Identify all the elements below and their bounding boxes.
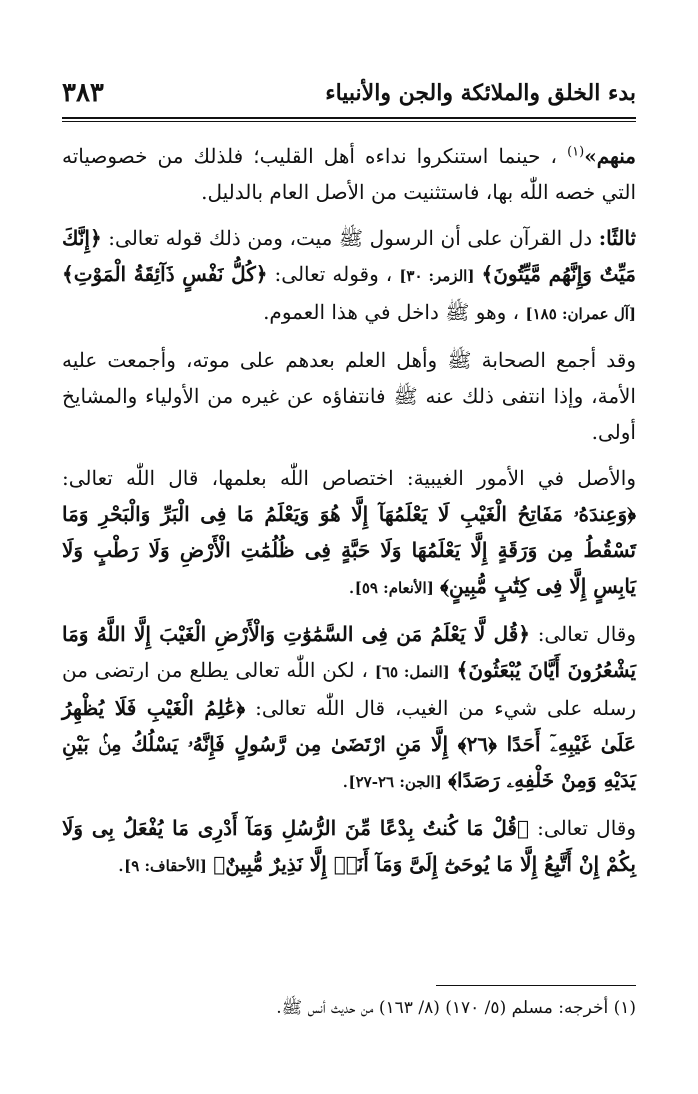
paragraph-text: ، لكن اللّٰه تعالى يطلع من ارتضى من رسله على شيء من الغيب، قال اللّٰه تعالى: [62, 658, 636, 720]
verse-reference: [آل عمران: ١٨٥] [525, 305, 636, 323]
paragraph-lead: منهم» [584, 144, 636, 168]
quran-quote: ﴿قُلْ مَا كُنتُ بِدْعًا مِّنَ الرُّسُلِ وَمَآ أَدْرِى مَا يُفْعَلُ بِى وَلَا بِكُمْ إِنْ أَتَّبِعُ إِلَّا مَا يُوحَىٰٓ إِلَىَّ وَمَآ أَنَا۠ إِلَّا نَذِيرٌ مُّبِينٌ﴾ [62, 816, 636, 876]
chapter-title: بدء الخلق والملائكة والجن والأنبياء [325, 80, 636, 106]
paragraph-text: دل القرآن على أن الرسول ﷺ ميت، ومن ذلك قوله تعالى: [108, 226, 593, 250]
paragraph-text: وقال تعالى: [537, 622, 637, 646]
paragraph-text: . [342, 768, 349, 792]
paragraph-text: والأصل في الأمور الغيبية: اختصاص اللّٰه بعلمها، قال اللّٰه تعالى: [62, 466, 636, 490]
footnote: (١) أخرجه: مسلم (٥/ ١٧٠) (٨/ ١٦٣) من حديث أنس ﷺ. [276, 998, 636, 1018]
paragraph-text: . [348, 574, 355, 598]
paragraph-text: ، حينما استنكروا نداءه أهل القليب؛ فلذلك من خصوصياته التي خصه اللّٰه بها، فاستثنيت من الأصل العام بالدليل. [62, 144, 636, 204]
paragraph-text: ، وهو ﷺ داخل في هذا العموم. [263, 300, 520, 324]
footnote-marker[interactable]: (١) [567, 144, 585, 160]
paragraph-2 [62, 220, 636, 332]
verse-reference: [الزمر: ٣٠] [399, 267, 475, 285]
page-number: ٣٨٣ [62, 78, 104, 108]
verse-reference: [الأحقاف: ٩] [124, 857, 207, 875]
paragraph-text: وقد أجمع الصحابة ﷺ وأهل العلم بعدهم على موته، وأجمعت عليه الأمة، وإذا انتفى ذلك عنه ﷺ فانتفاؤه عن غيره من الأولياء والمشايخ أولى. [62, 348, 636, 444]
quran-quote: ﴿وَعِندَهُۥ مَفَاتِحُ الْغَيْبِ لَا يَعْلَمُهَآ إِلَّا هُوَ وَيَعْلَمُ مَا فِى الْبَرِّ وَالْبَحْرِ وَمَا تَسْقُطُ مِن وَرَقَةٍ إِلَّا يَعْلَمُهَا وَلَا حَبَّةٍ فِى ظُلُمَٰتِ الْأَرْضِ وَلَا رَطْبٍ وَلَا يَابِسٍ إِلَّا فِى كِتَٰبٍ مُّبِينٍ﴾ [62, 502, 636, 598]
running-header [62, 78, 636, 118]
paragraph-3 [62, 342, 636, 450]
paragraph-4 [62, 460, 636, 606]
paragraph-5 [62, 616, 636, 800]
footnote-rule [436, 985, 636, 986]
header-rule-thick [62, 117, 636, 119]
verse-reference: [النمل: ٦٥] [374, 663, 450, 681]
quran-quote: ﴿كُلُّ نَفْسٍ ذَآئِقَةُ الْمَوْتِ﴾ [62, 262, 268, 286]
quran-quote: ﴿عَٰلِمُ الْغَيْبِ فَلَا يُظْهِرُ عَلَىٰ غَيْبِهِۦٓ أَحَدًا ﴿٢٦﴾ إِلَّا مَنِ ارْتَضَىٰ مِن رَّسُولٍ فَإِنَّهُۥ يَسْلُكُ مِنۢ بَيْنِ يَدَيْهِ وَمِنْ خَلْفِهِۦ رَصَدًا﴾ [62, 696, 636, 792]
quran-quote: ﴿قُل لَّا يَعْلَمُ مَن فِى السَّمَٰوَٰتِ وَالْأَرْضِ الْغَيْبَ إِلَّا اللَّهُ وَمَا يَشْعُرُونَ أَيَّانَ يُبْعَثُونَ﴾ [62, 622, 637, 682]
header-rule-thin [62, 121, 636, 122]
paragraph-lead: ثالثًا: [598, 226, 637, 250]
main-text [62, 138, 636, 894]
paragraph-text: وقال تعالى: [537, 816, 637, 840]
paragraph-6 [62, 810, 636, 884]
paragraph-text: ، وقوله تعالى: [274, 262, 393, 286]
verse-reference: [الأنعام: ٥٩] [354, 579, 434, 597]
verse-reference: [الجن: ٢٦-٢٧] [348, 773, 442, 791]
paragraph-text: . [117, 852, 125, 876]
quran-quote: ﴿إِنَّكَ مَيِّتٌ وَإِنَّهُم مَّيِّتُونَ﴾ [62, 226, 636, 286]
paragraph-1 [62, 138, 636, 210]
